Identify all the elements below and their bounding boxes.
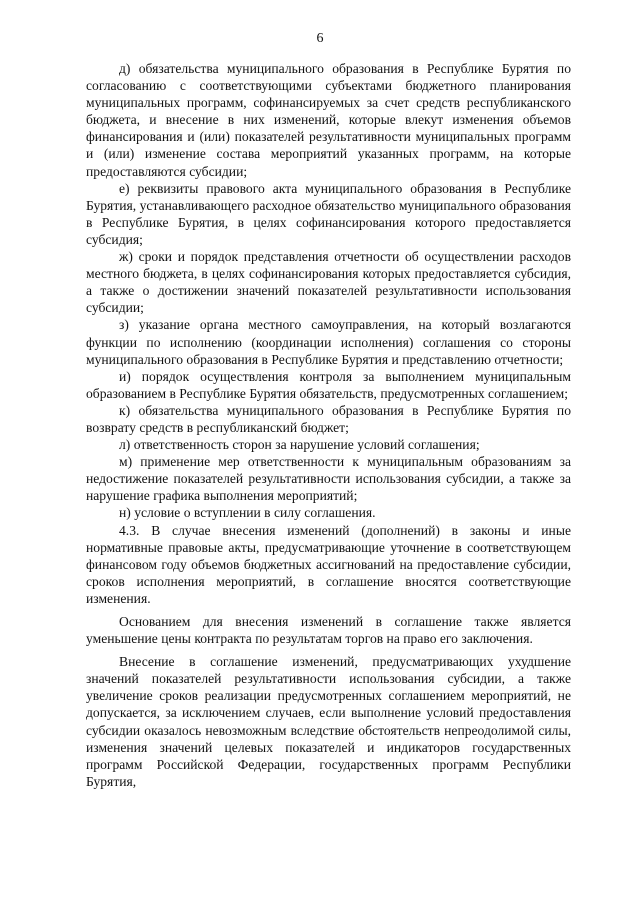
paragraph-basis: Основанием для внесения изменений в соглашение также является уменьшение цены контракта по результатам торгов на право его заключения.: [86, 614, 571, 647]
paragraph-n: н) условие о вступлении в силу соглашения.: [119, 505, 376, 521]
paragraph-l: л) ответственность сторон за нарушение условий соглашения;: [119, 437, 480, 453]
paragraph-e: е) реквизиты правового акта муниципального образования в Республике Бурятия, устанавливающего расходное обязательство муниципального образования в Республике Бурятия, в целях софинансирования которого предоставляется субсидия;: [86, 180, 571, 247]
paragraph-k: к) обязательства муниципального образования в Республике Бурятия по возврату средств в республиканский бюджет;: [86, 402, 571, 435]
paragraph-i: и) порядок осуществления контроля за выполнением муниципальным образованием в Республике Бурятия обязательств, предусмотренных соглашением;: [86, 368, 571, 401]
page-number: 6: [316, 31, 324, 46]
paragraph-amendments: Внесение в соглашение изменений, предусматривающих ухудшение значений показателей результативности использования субсидии, а также увеличение сроков реализации предусмотренных соглашением мероприятий, не допускается, за исключением случаев, если выполнение условий предоставления субсидии оказалось невозможным вследствие обстоятельств непреодолимой силы, изменения значений целевых показателей и индикаторов государственных программ Российской Федерации, государственных программ Республики Бурятия,: [86, 654, 571, 789]
paragraph-d: д) обязательства муниципального образования в Республике Бурятия по согласованию с соответствующими субъектами бюджетного планирования муниципальных программ, софинансируемых за счет средств республиканского бюджета, и внесение в них изменений, которые влекут изменения объемов финансирования и (или) показателей результативности муниципальных программ и (или) изменение состава мероприятий указанных программ, на которые предоставляются субсидии;: [86, 61, 571, 179]
paragraph-4-3: 4.3. В случае внесения изменений (дополнений) в законы и иные нормативные правовые акты, предусматривающие уточнение в соответствующем финансовом году объемов бюджетных ассигнований на предоставление субсидии, сроков исполнения мероприятий, в соглашение вносятся соответствующие изменения.: [86, 522, 571, 606]
paragraph-zh: ж) сроки и порядок представления отчетности об осуществлении расходов местного бюджета, в целях софинансирования которых предоставляется субсидия, а также о достижении значений показателей результативности использования субсидии;: [86, 249, 571, 316]
paragraph-z: з) указание органа местного самоуправления, на который возлагаются функции по исполнению (координации исполнения) соглашения со стороны муниципального образования в Республике Бурятия и представлению отчетности;: [86, 317, 571, 367]
document-body: [86, 60, 571, 790]
paragraph-m: м) применение мер ответственности к муниципальным образованиям за недостижение показателей результативности использования субсидии, а также за нарушение графика выполнения мероприятий;: [86, 454, 571, 504]
